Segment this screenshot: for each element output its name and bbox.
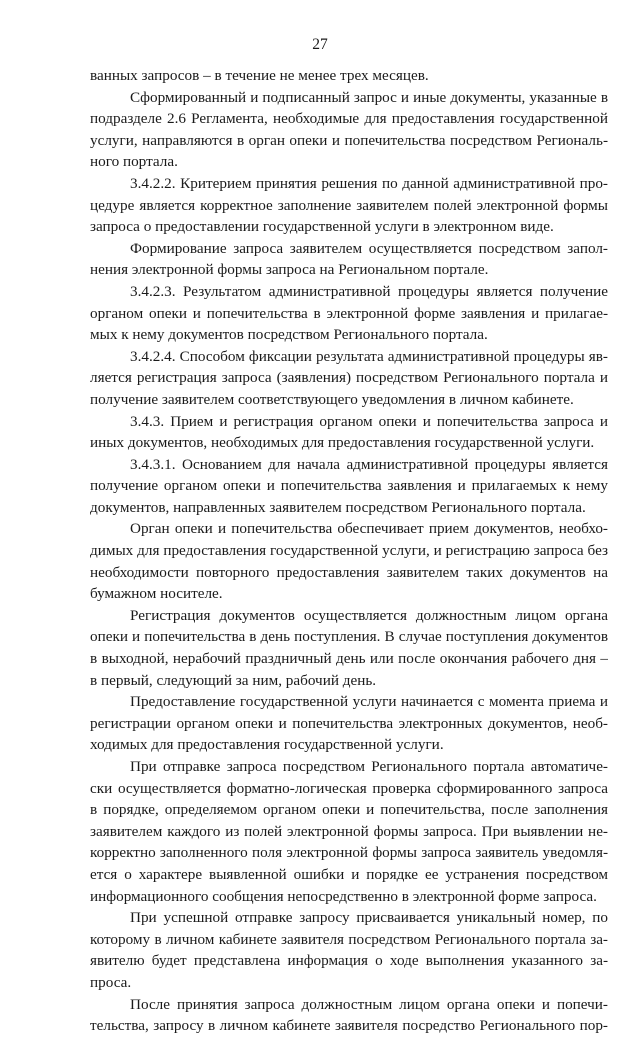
paragraph [90,87,608,173]
text-line: ванных запросов – в течение не менее трех месяцев. [90,67,429,84]
paragraph [90,756,608,907]
text-line: цедуре является корректное заполнение заявителем полей электронной формы [90,196,608,214]
text-line: услуги, направляются в орган опеки и попечительства посредством Региональ- [90,131,608,149]
text-line: ляется регистрация запроса (заявления) посредством Регионального портала и [90,369,608,387]
text-line: запроса о предоставлении государственной услуги в электронном виде. [90,218,554,236]
text-line: органом опеки и попечительства в электронной форме заявления и прилагае- [90,304,608,322]
text-line: Регистрация документов осуществляется должностным лицом органа [130,606,608,624]
text-line: Формирование запроса заявителем осуществляется посредством запол- [130,239,608,257]
paragraph [90,518,608,604]
text-line: тельства, запросу в личном кабинете заявителя посредство Регионального пор- [90,1017,608,1035]
text-line: Сформированный и подписанный запрос и иные документы, указанные в [130,88,608,106]
paragraph [90,691,608,756]
text-line: бумажном носителе. [90,585,223,603]
text-line: Орган опеки и попечительства обеспечивает прием документов, необхо- [130,520,608,538]
text-line: получение заявителем соответствующего уведомления в личном кабинете. [90,390,574,408]
text-line: регистрации органом опеки и попечительства электронных документов, необ- [90,714,608,732]
paragraph [90,454,608,519]
text-line: При отправке запроса посредством Регионального портала автоматиче- [130,758,608,775]
text-line: явителю будет представлена информация о ходе выполнения указанного за- [90,952,608,970]
text-line: 3.4.2.3. Результатом административной процедуры является получение [130,282,608,300]
text-line: корректно заполненного поля электронной формы запроса заявитель уведомля- [90,844,608,862]
text-line: в порядке, определяемом органом опеки и попечительства, после заполнения [90,801,608,819]
text-line: документов, направленных заявителем посредством Регионального портала. [90,498,586,516]
text-line: получение органом опеки и попечительства заявления и прилагаемых к нему [90,477,608,495]
text-line: опеки и попечительства в день поступления. В случае поступления документов [90,628,608,646]
page-number: 27 [312,36,328,53]
paragraph [90,605,608,691]
paragraph [90,907,608,993]
document-body [90,65,608,1037]
paragraph [90,411,608,454]
text-line: ного портала. [90,153,178,171]
paragraph [90,238,608,281]
text-line: Предоставление государственной услуги начинается с момента приема и [130,693,608,711]
text-line: которому в личном кабинете заявителя посредством Регионального портала за- [90,930,608,948]
paragraph [90,281,608,346]
text-line: в выходной, нерабочий праздничный день или после окончания рабочего дня – [90,650,608,668]
paragraph [90,173,608,238]
text-line: 3.4.3.1. Основанием для начала административной процедуры является [130,455,608,473]
text-line: При успешной отправке запросу присваивается уникальный номер, по [130,909,608,927]
text-line: проса. [90,973,132,991]
text-line: ется о характере выявленной ошибки и порядке ее устранения посредством [90,865,608,883]
text-line: После принятия запроса должностным лицом органа опеки и попечи- [130,995,608,1013]
paragraph [90,994,608,1037]
paragraph [90,65,608,87]
text-line: необходимости повторного предоставления заявителем таких документов на [90,563,608,581]
paragraph [90,346,608,411]
text-line: подразделе 2.6 Регламента, необходимые для предоставления государственной [90,110,608,128]
text-line: димых для предоставления государственной услуги, и регистрацию запроса без [90,542,608,560]
text-line: в первый, следующий за ним, рабочий день. [90,671,377,689]
text-line: ходимых для предоставления государственной услуги. [90,736,444,754]
text-line: информационного сообщения непосредственно в электронной форме запроса. [90,887,597,905]
text-line: нения электронной формы запроса на Региональном портале. [90,261,489,279]
text-line: 3.4.3. Прием и регистрация органом опеки и попечительства запроса и [130,412,608,430]
text-line: мых к нему документов посредством Регионального портала. [90,326,488,344]
text-line: заявителем каждого из полей электронной формы запроса. При выявлении не- [90,822,608,840]
text-line: 3.4.2.2. Критерием принятия решения по данной административной про- [130,174,608,192]
text-line: 3.4.2.4. Способом фиксации результата административной процедуры яв- [130,347,608,365]
text-line: ски осуществляется форматно-логическая проверка сформированного запроса [90,779,608,797]
text-line: иных документов, необходимых для предоставления государственной услуги. [90,434,595,452]
